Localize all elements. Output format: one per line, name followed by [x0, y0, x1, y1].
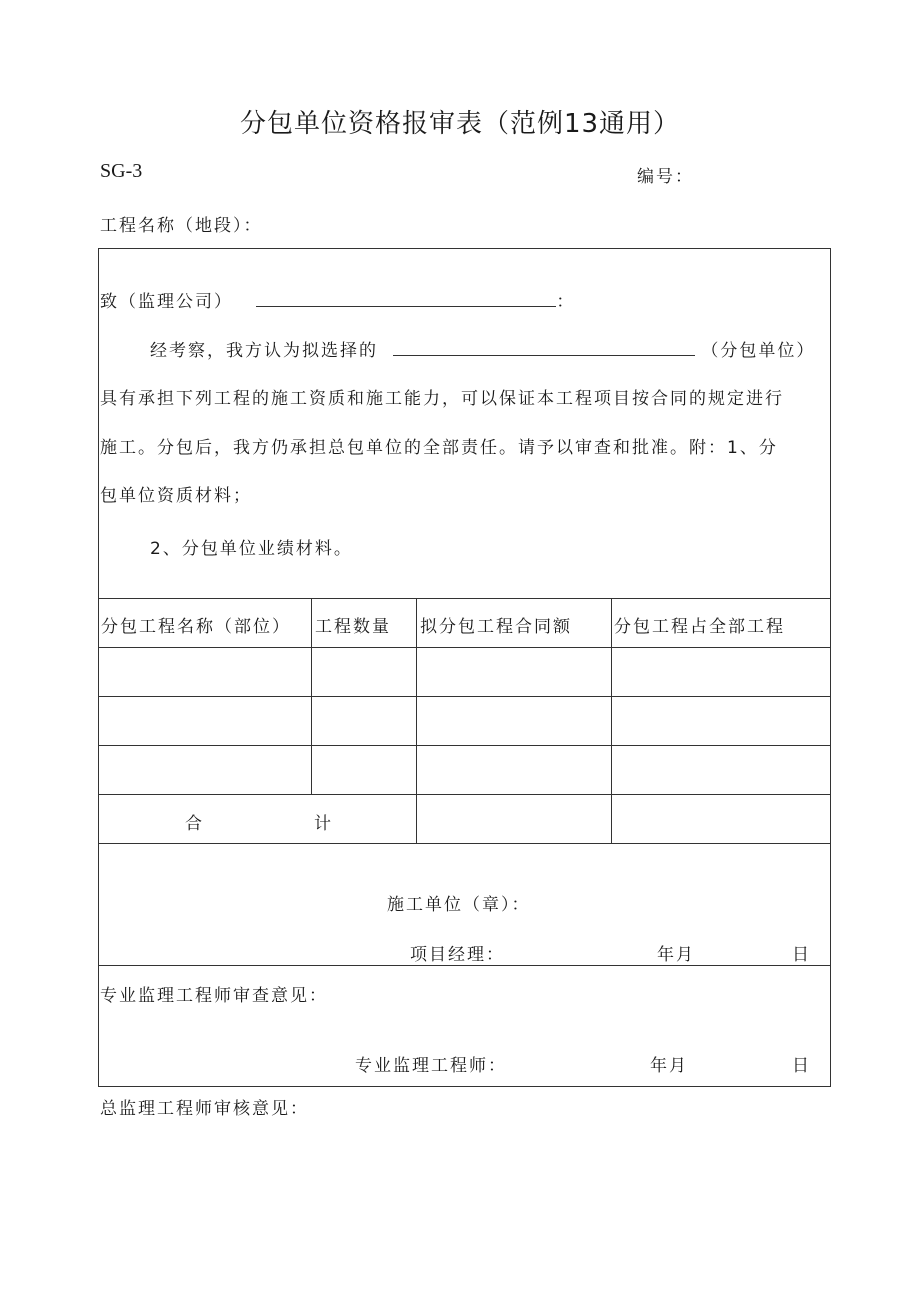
letter-addressee: [100, 287, 575, 312]
contractor-section-border: [98, 965, 831, 966]
table-column-divider: [311, 598, 312, 794]
total-label-right: 计: [314, 814, 333, 834]
table-row-border: [98, 745, 831, 746]
engineer-date-year-month: 年月: [650, 1056, 688, 1076]
table-column-divider: [611, 598, 612, 843]
table-header-bottom-border: [98, 647, 831, 648]
addressee-colon: ：: [556, 292, 576, 312]
table-header-percentage: 分包工程占全部工程: [614, 617, 785, 637]
p1-suffix: （分包单位）: [701, 341, 816, 361]
project-manager-label: 项目经理：: [410, 945, 505, 965]
contractor-date-day: 日: [792, 945, 811, 965]
form-code: SG-3: [100, 160, 143, 182]
table-header-contract-amount: 拟分包工程合同额: [420, 617, 572, 637]
project-name-label: 工程名称（地段）：: [100, 216, 263, 236]
contractor-date-year-month: 年月: [657, 945, 695, 965]
addressee-blank[interactable]: [256, 288, 556, 307]
subcontractor-blank[interactable]: [393, 337, 695, 356]
serial-number-label: 编号：: [637, 167, 694, 187]
letter-paragraph-1-line-1: [150, 336, 815, 361]
engineer-date-day: 日: [792, 1056, 811, 1076]
chief-engineer-opinion-label: 总监理工程师审核意见：: [100, 1099, 309, 1119]
letter-paragraph-1-line-2: 具有承担下列工程的施工资质和施工能力，可以保证本工程项目按合同的规定进行: [100, 389, 784, 409]
addressee-label: 致（监理公司）: [100, 292, 233, 312]
contractor-seal-label: 施工单位（章）：: [387, 895, 531, 915]
letter-paragraph-2: 2、分包单位业绩材料。: [150, 539, 353, 559]
table-bottom-border: [98, 843, 831, 844]
total-label-left: 合: [185, 814, 204, 834]
page-title: 分包单位资格报审表（范例13通用）: [239, 109, 681, 139]
table-column-divider: [416, 598, 417, 843]
letter-paragraph-1-line-4: 包单位资质材料；: [100, 486, 252, 506]
engineer-sign-label: 专业监理工程师：: [355, 1056, 507, 1076]
table-header-name: 分包工程名称（部位）: [101, 617, 291, 637]
letter-paragraph-1-line-3: 施工。分包后，我方仍承担总包单位的全部责任。请予以审查和批准。附：1、分: [100, 438, 778, 458]
table-row-border: [98, 794, 831, 795]
table-row-border: [98, 696, 831, 697]
table-header-quantity: 工程数量: [315, 617, 391, 637]
table-top-border: [98, 598, 831, 599]
engineer-opinion-label: 专业监理工程师审查意见：: [100, 986, 328, 1006]
p1-prefix: 经考察，我方认为拟选择的: [150, 341, 378, 361]
